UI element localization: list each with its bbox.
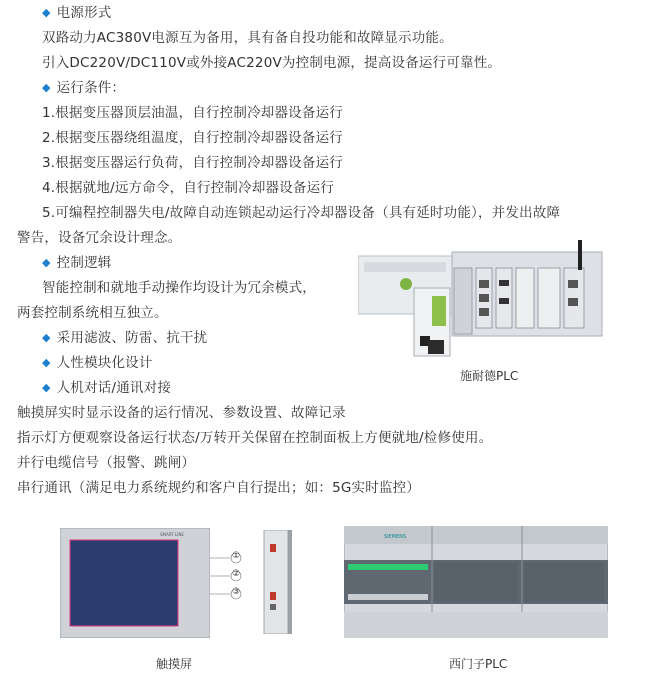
line-12: 两套控制系统相互独立。 <box>17 305 168 321</box>
hmi-marker-1: ① <box>232 551 241 561</box>
line-6: 3.根据变压器运行负荷，自行控制冷却器设备运行 <box>42 155 343 171</box>
caption-siemens: 西门子PLC <box>449 657 508 671</box>
line-3: ◆ 运行条件： <box>42 79 125 98</box>
line-11: 智能控制和就地手动操作均设计为冗余模式， <box>42 280 316 296</box>
line-2: 引入DC220V/DC110V或外接AC220V为控制电源，提高设备运行可靠性。 <box>42 55 502 71</box>
line-13: ◆ 采用滤波、防雷、抗干扰 <box>42 329 207 348</box>
line-1: 双路动力AC380V电源互为备用，具有备自投功能和故障显示功能。 <box>42 30 453 46</box>
hmi-callout-lines <box>210 528 260 638</box>
line-8: 5.可编程控制器失电/故障自动连锁起动运行冷却器设备（具有延时功能），并发出故障 <box>42 205 561 221</box>
line-5: 2.根据变压器绕组温度，自行控制冷却器设备运行 <box>42 130 343 146</box>
schneider-plc-image <box>358 240 618 362</box>
hmi-side-view <box>258 530 298 634</box>
line-0: ◆ 电源形式 <box>42 4 111 23</box>
hmi-brand-label: SMART LINE <box>160 532 184 537</box>
caption-schneider: 施耐德PLC <box>460 369 519 383</box>
line-7: 4.根据就地/远方命令，自行控制冷却器设备运行 <box>42 180 335 196</box>
line-18: 并行电缆信号（报警、跳闸） <box>17 455 196 471</box>
line-16: 触摸屏实时显示设备的运行情况、参数设置、故障记录 <box>17 405 346 421</box>
touch-screen-image <box>60 528 210 638</box>
line-15: ◆ 人机对话/通讯对接 <box>42 379 171 398</box>
caption-touch-screen: 触摸屏 <box>156 657 193 671</box>
siemens-plc-image <box>344 526 608 638</box>
line-14: ◆ 人性模块化设计 <box>42 354 153 373</box>
hmi-marker-2: ② <box>232 569 241 579</box>
line-9: 警告，设备冗余设计理念。 <box>17 230 182 246</box>
line-17: 指示灯方便观察设备运行状态/万转开关保留在控制面板上方便就地/检修使用。 <box>17 430 493 446</box>
line-19: 串行通讯（满足电力系统规约和客户自行提出；如：5G实时监控） <box>17 480 421 496</box>
line-10: ◆ 控制逻辑 <box>42 254 111 273</box>
plc-brand-label: SIEMENS <box>384 534 407 540</box>
line-4: 1.根据变压器顶层油温，自行控制冷却器设备运行 <box>42 105 343 121</box>
hmi-marker-3: ③ <box>232 587 241 597</box>
